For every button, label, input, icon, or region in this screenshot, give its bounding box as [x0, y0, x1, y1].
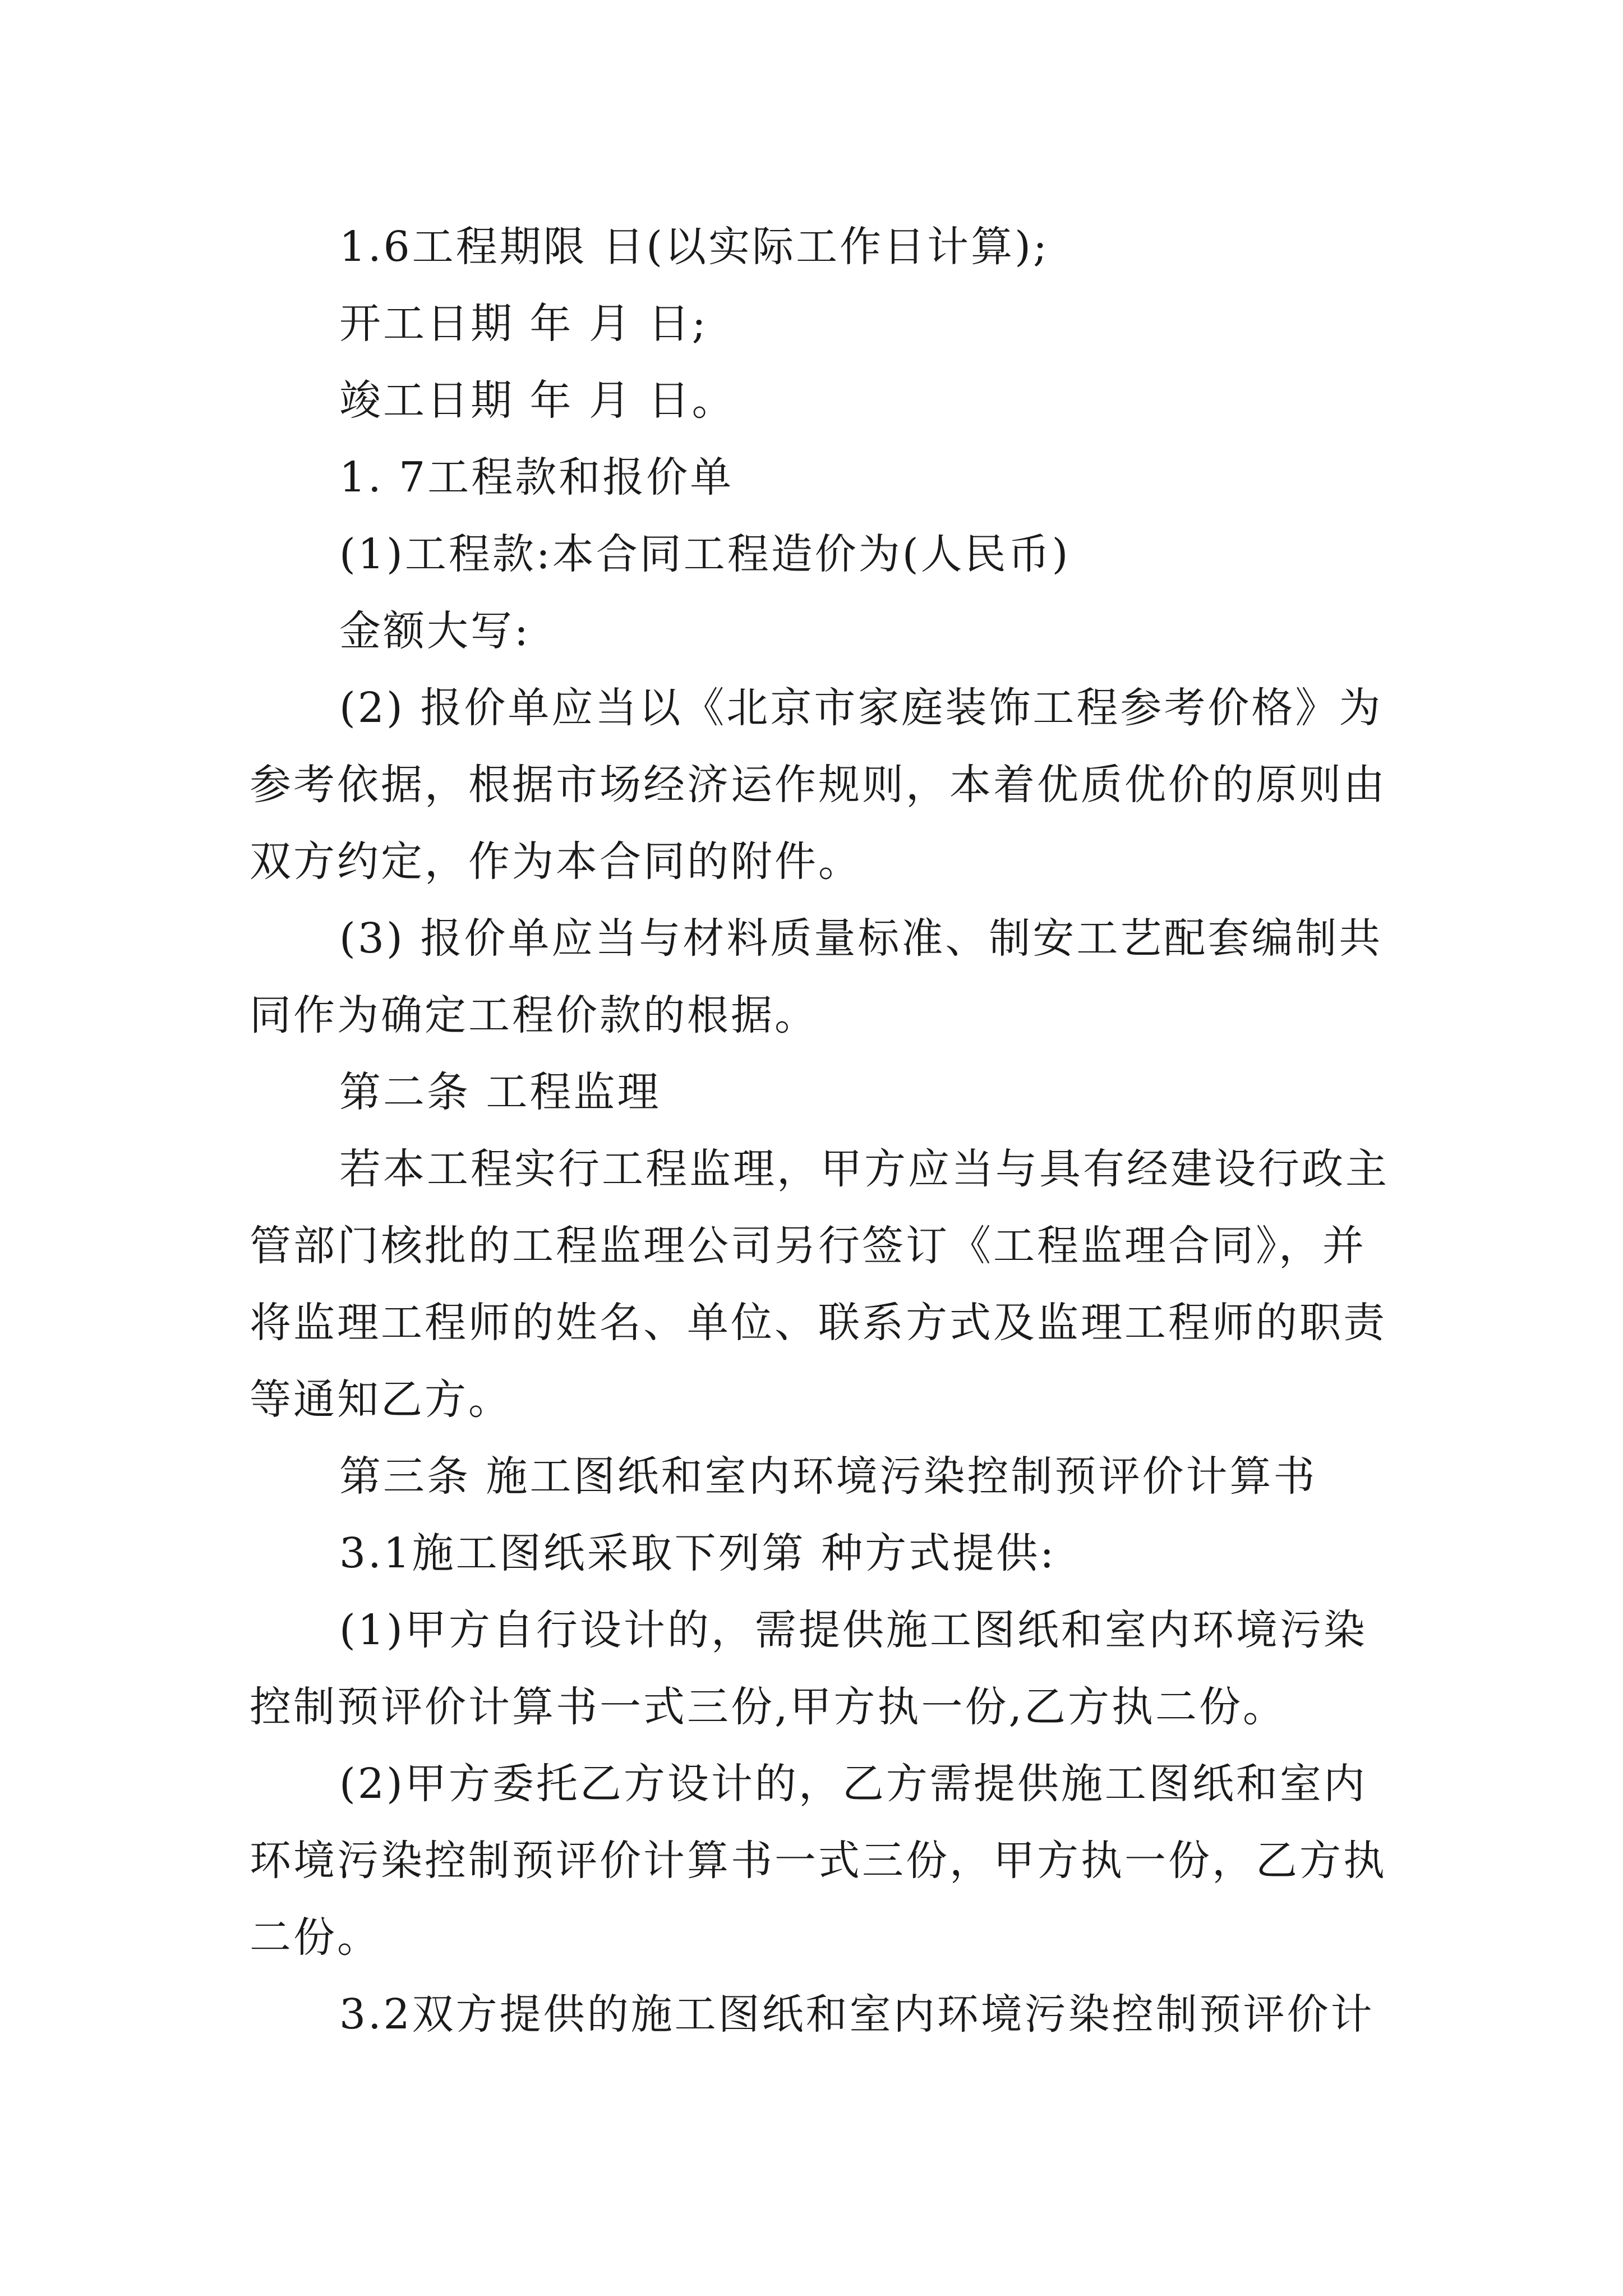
text-line: 等通知乙方。 — [250, 1375, 512, 1424]
text-line: 若本工程实行工程监理，甲方应当与具有经建设行政主 — [339, 1145, 1389, 1193]
text-line: 控制预评价计算书一式三份,甲方执一份,乙方执二份。 — [250, 1683, 1287, 1731]
text-line: 将监理工程师的姓名、单位、联系方式及监理工程师的职责 — [250, 1299, 1387, 1347]
text-line: (1)工程款:本合同工程造价为(人民币) — [339, 530, 1071, 578]
text-line: (2) 报价单应当以《北京市家庭装饰工程参考价格》为 — [339, 684, 1383, 732]
document-body — [250, 209, 1394, 2053]
text-line: 开工日期 年 月 日; — [339, 300, 708, 348]
text-line: 1.6工程期限 日(以实际工作日计算); — [339, 223, 1049, 271]
text-line: 金额大写: — [339, 607, 531, 655]
text-line: 同作为确定工程价款的根据。 — [250, 991, 818, 1039]
text-line: 环境污染控制预评价计算书一式三份，甲方执一份，乙方执 — [250, 1837, 1387, 1885]
section-heading: 第三条 施工图纸和室内环境污染控制预评价计算书 — [339, 1452, 1317, 1501]
text-line: (2)甲方委托乙方设计的，乙方需提供施工图纸和室内 — [339, 1760, 1367, 1808]
text-line: 参考依据，根据市场经济运作规则，本着优质优价的原则由 — [250, 761, 1387, 809]
section-heading: 第二条 工程监理 — [339, 1068, 661, 1116]
text-line: (1)甲方自行设计的，需提供施工图纸和室内环境污染 — [339, 1606, 1367, 1654]
text-line: 二份。 — [250, 1913, 381, 1962]
text-line: 1. 7工程款和报价单 — [339, 453, 734, 501]
text-line: 管部门核批的工程监理公司另行签订《工程监理合同》，并 — [250, 1222, 1366, 1270]
text-line: (3) 报价单应当与材料质量标准、制安工艺配套编制共 — [339, 914, 1383, 963]
text-line: 3.2双方提供的施工图纸和室内环境污染控制预评价计 — [339, 1990, 1375, 2039]
text-line: 3.1施工图纸采取下列第 种方式提供: — [339, 1529, 1057, 1577]
text-line: 竣工日期 年 月 日。 — [339, 376, 736, 425]
text-line: 双方约定，作为本合同的附件。 — [250, 838, 862, 886]
